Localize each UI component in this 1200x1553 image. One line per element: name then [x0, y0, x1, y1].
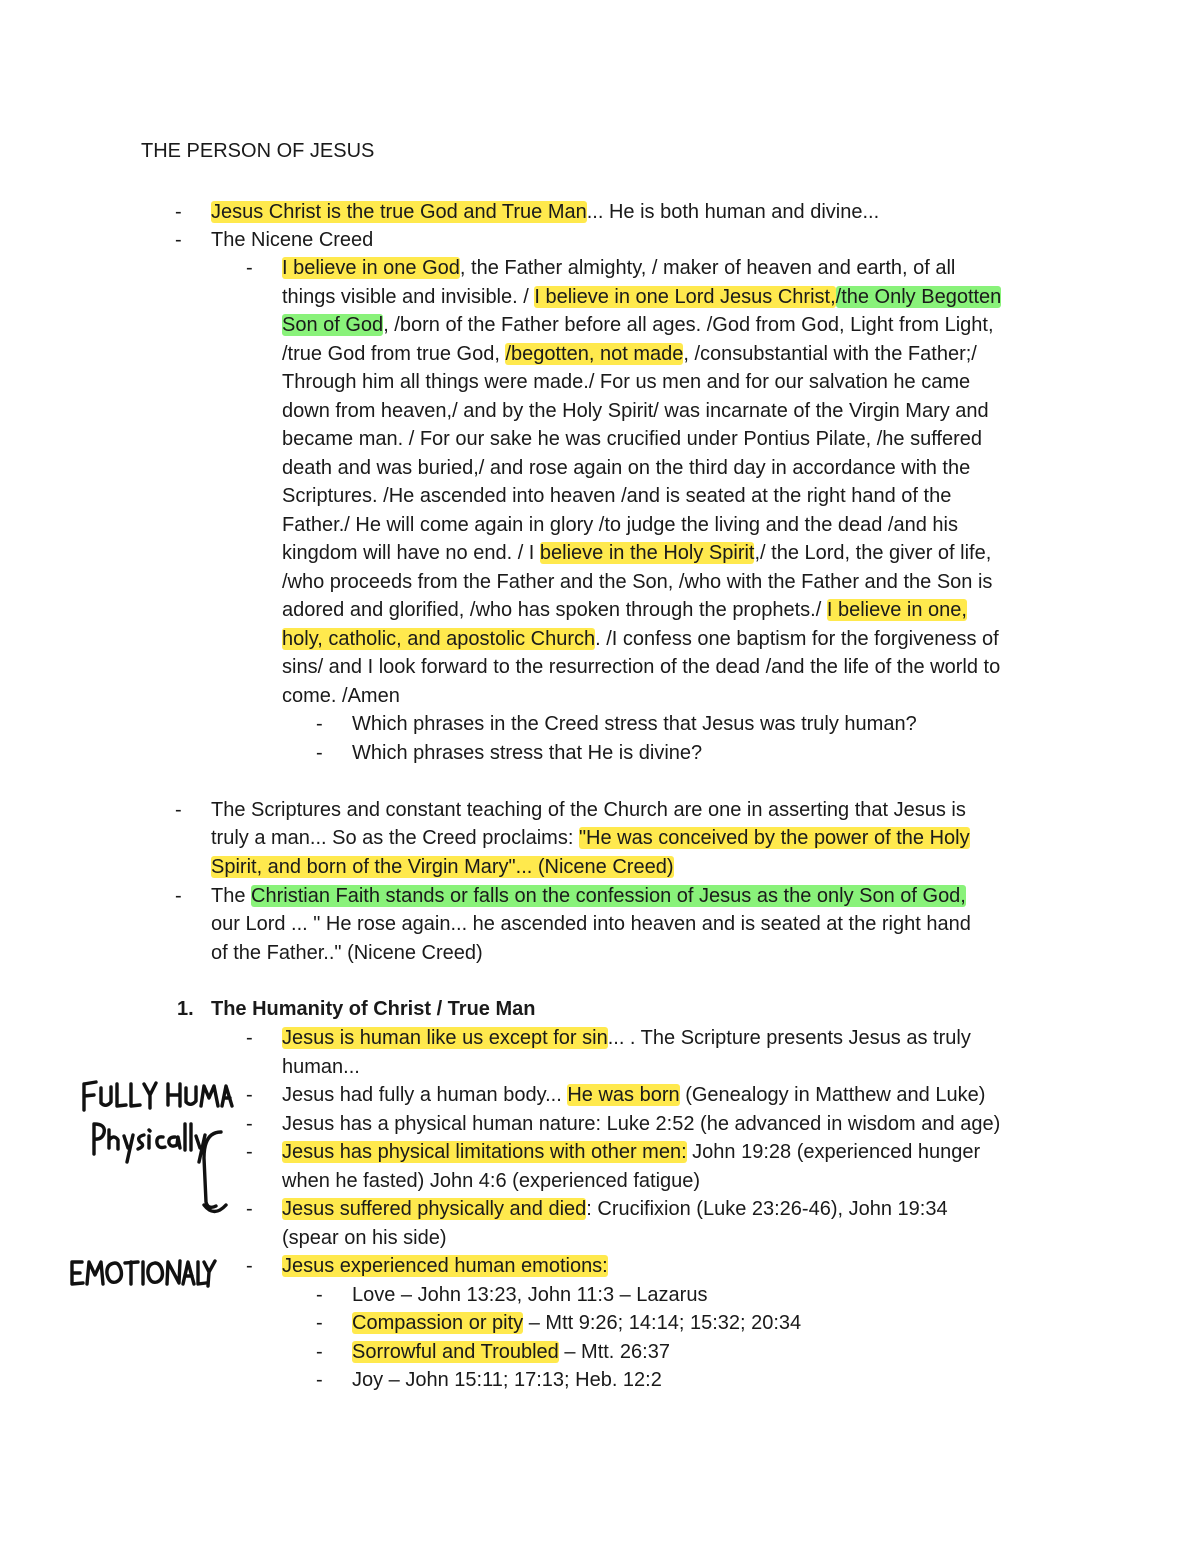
text-run: : Crucifixion (Luke 23:26-46), John 19:34 [586, 1198, 948, 1220]
highlight-yellow: Spirit, and born of the Virgin Mary"... (Nicene Creed) [211, 856, 674, 878]
highlight-yellow: I believe in one Lord Jesus Christ, [534, 286, 836, 308]
list-bullet: - [316, 1341, 323, 1363]
text-run: Which phrases stress that He is divine? [352, 742, 703, 764]
document-line [282, 1252, 608, 1281]
handwritten-annotation-emotionally [68, 1252, 218, 1294]
list-bullet: - [316, 1284, 323, 1306]
document-line [211, 198, 879, 227]
text-run: The Scriptures and constant teaching of the Church are one in asserting that Jesus is [211, 799, 966, 821]
list-bullet: - [246, 1084, 253, 1106]
text-run: death and was buried,/ and rose again on the third day in accordance with the [282, 457, 971, 479]
document-line [352, 739, 702, 768]
document-line [282, 1224, 447, 1253]
document-line [282, 596, 967, 625]
text-run: , the Father almighty, / maker of heaven and earth, of all [459, 257, 956, 279]
text-run: Through him all things were made./ For us men and for our salvation he came [282, 371, 971, 393]
list-bullet: - [246, 1027, 253, 1049]
text-run: of the Father.." (Nicene Creed) [211, 942, 483, 964]
text-run: down from heaven,/ and by the Holy Spirit/ was incarnate of the Virgin Mary and [282, 400, 989, 422]
list-bullet: - [246, 1141, 253, 1163]
document-line [282, 1138, 980, 1167]
text-run: /who proceeds from the Father and the Son, /who with the Father and the Son is [282, 571, 993, 593]
highlight-yellow: He was born [567, 1084, 680, 1106]
handwritten-annotation-physically [76, 1070, 236, 1220]
list-bullet: - [316, 1369, 323, 1391]
highlight-yellow: Jesus experienced human emotions: [282, 1255, 608, 1277]
document-line [282, 653, 1000, 682]
text-run: became man. / For our sake he was crucified under Pontius Pilate, /he suffered [282, 428, 982, 450]
section-number: 1. [177, 998, 194, 1020]
document-line [282, 311, 994, 340]
text-run: Father./ He will come again in glory /to judge the living and the dead /and his [282, 514, 958, 536]
list-bullet: - [175, 799, 182, 821]
document-line [282, 425, 982, 454]
document-line [282, 482, 951, 511]
document-line [282, 368, 970, 397]
document-line [352, 1366, 662, 1395]
text-run: , /consubstantial with the Father;/ [683, 343, 977, 365]
document-line [282, 254, 955, 283]
list-bullet: - [175, 201, 182, 223]
text-run: adored and glorified, /who has spoken through the prophets./ [282, 599, 827, 621]
document-line [282, 682, 400, 711]
highlight-green: Christian Faith stands or falls on the confession of Jesus as the only Son of God, [251, 885, 966, 907]
document-line [211, 226, 373, 255]
text-run: ,/ the Lord, the giver of life, [754, 542, 992, 564]
document-line [282, 454, 970, 483]
text-run: – Mtt. 26:37 [558, 1341, 670, 1363]
text-run: , /born of the Father before all ages. /God from God, Light from Light, [383, 314, 994, 336]
document-line [211, 910, 971, 939]
list-bullet: - [246, 1198, 253, 1220]
highlight-yellow: holy, catholic, and apostolic Church [282, 628, 596, 650]
text-run: John 19:28 (experienced hunger [686, 1141, 981, 1163]
document-line [282, 1167, 700, 1196]
highlight-green: /the Only Begotten [835, 286, 1002, 308]
text-run: Love – John 13:23, John 11:3 – Lazarus [352, 1284, 708, 1306]
list-bullet: - [246, 1255, 253, 1277]
text-run: Scriptures. /He ascended into heaven /and is seated at the right hand of the [282, 485, 952, 507]
document-line [282, 625, 999, 654]
list-bullet: - [246, 1113, 253, 1135]
text-run: things visible and invisible. / [282, 286, 535, 308]
text-run: Which phrases in the Creed stress that Jesus was truly human? [352, 713, 917, 735]
document-line [352, 1338, 670, 1367]
text-run: (Genealogy in Matthew and Luke) [679, 1084, 986, 1106]
list-bullet: - [175, 885, 182, 907]
text-run: . /I confess one baptism for the forgiveness of [595, 628, 999, 650]
highlight-yellow: Sorrowful and Troubled [352, 1341, 559, 1363]
text-run: The [211, 885, 252, 907]
text-run: truly a man... So as the Creed proclaims: [211, 827, 579, 849]
document-line [352, 1309, 801, 1338]
document-line [211, 939, 483, 968]
highlight-yellow: I believe in one, [826, 599, 967, 621]
document-line [282, 1081, 985, 1110]
list-bullet: - [175, 229, 182, 251]
list-bullet: - [316, 742, 323, 764]
document-line [282, 568, 992, 597]
section-heading: The Humanity of Christ / True Man [211, 998, 536, 1020]
text-run: kingdom will have no end. / I [282, 542, 540, 564]
document-line [211, 882, 966, 911]
text-run: our Lord ... " He rose again... he ascended into heaven and is seated at the right hand [211, 913, 971, 935]
list-bullet: - [246, 257, 253, 279]
document-line [352, 710, 917, 739]
text-run: ... . The Scripture presents Jesus as truly [607, 1027, 971, 1049]
text-run: /true God from true God, [282, 343, 506, 365]
highlight-yellow: Jesus suffered physically and died [282, 1198, 587, 1220]
highlight-green: Son of God [282, 314, 384, 336]
document-line [282, 1110, 1000, 1139]
highlight-yellow: believe in the Holy Spirit [539, 542, 755, 564]
highlight-yellow: Jesus is human like us except for sin [282, 1027, 608, 1049]
highlight-yellow: Compassion or pity [352, 1312, 524, 1334]
document-line [352, 1281, 707, 1310]
highlight-yellow: Jesus Christ is the true God and True Man [211, 201, 587, 223]
document-line [211, 824, 970, 853]
document-line [282, 539, 991, 568]
text-run: come. /Amen [282, 685, 400, 707]
document-line [282, 511, 958, 540]
highlight-yellow: Jesus has physical limitations with other men: [282, 1141, 687, 1163]
document-line [282, 1195, 948, 1224]
highlight-yellow: /begotten, not made [505, 343, 684, 365]
text-run: human... [282, 1056, 360, 1078]
document-line [282, 340, 977, 369]
highlight-yellow: I believe in one God [282, 257, 460, 279]
text-run: The Nicene Creed [211, 229, 374, 251]
text-run: (spear on his side) [282, 1227, 447, 1249]
document-line [282, 1024, 971, 1053]
text-run: – Mtt 9:26; 14:14; 15:32; 20:34 [523, 1312, 802, 1334]
document-line [282, 397, 989, 426]
text-run: ... He is both human and divine... [586, 201, 880, 223]
document-title: THE PERSON OF JESUS [141, 140, 375, 162]
document-line [211, 796, 966, 825]
text-run: Jesus had fully a human body... [282, 1084, 568, 1106]
text-run: when he fasted) John 4:6 (experienced fatigue) [282, 1170, 701, 1192]
document-line [282, 1053, 360, 1082]
highlight-yellow: "He was conceived by the power of the Holy [578, 827, 970, 849]
document-line [282, 283, 1001, 312]
list-bullet: - [316, 1312, 323, 1334]
text-run: Jesus has a physical human nature: Luke 2:52 (he advanced in wisdom and age) [282, 1113, 1001, 1135]
list-bullet: - [316, 713, 323, 735]
text-run: sins/ and I look forward to the resurrection of the dead /and the life of the world to [282, 656, 1001, 678]
document-line [211, 853, 674, 882]
text-run: Joy – John 15:11; 17:13; Heb. 12:2 [352, 1369, 662, 1391]
